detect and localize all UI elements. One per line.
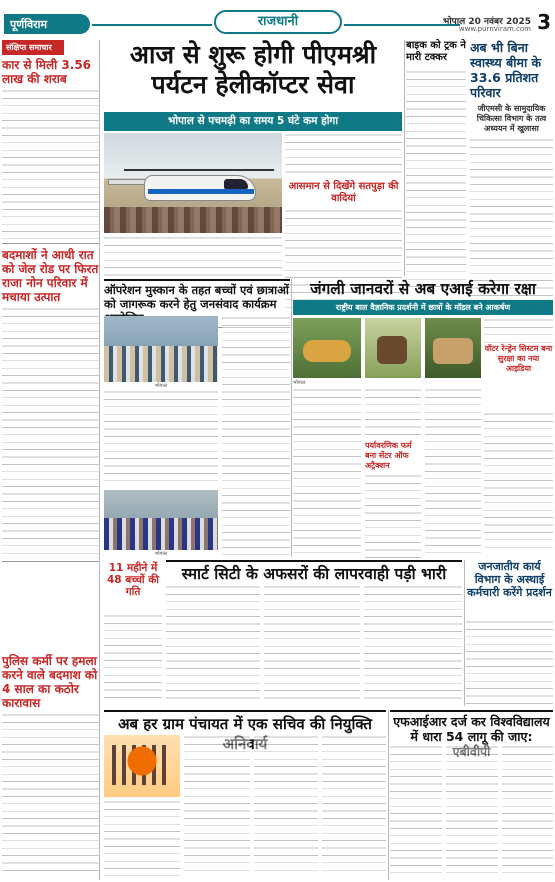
smart-city-headline: स्मार्ट सिटी के अफसरों की लापरवाही पड़ी भारी [166, 560, 462, 584]
wild-animals-headline: जंगली जानवरों से अब एआई करेगा रक्षा [310, 280, 536, 298]
children-count-text [104, 614, 162, 704]
rotor-shape [124, 169, 274, 171]
text-block [365, 388, 421, 438]
model-photo-3 [425, 318, 481, 378]
lead-side-headline: आसमान से दिखेंगे सतपुड़ा की वादियां [288, 181, 399, 204]
wild-animals-caption: भोपाल [293, 380, 306, 386]
smart-city-text-1 [166, 585, 260, 703]
left-headline-3: पुलिस कर्मी पर हमला करने वाले बदमाश को 4 साल का कठोर कारावास [2, 654, 98, 710]
group-shape [104, 346, 218, 382]
left-headline-2: बदमाशों ने आधी रात को जेल रोड पर फिरत राजा नोन परिवार में मचाया उत्पात [2, 248, 99, 304]
abvp-text-3 [502, 745, 553, 877]
wild-animals-text-2 [365, 388, 421, 564]
column-rule [388, 710, 389, 880]
animal-shape [433, 338, 473, 364]
environment-firm-headline: पर्यावरणिक फर्म बना सेंटर ऑफ अट्रैक्शन [365, 441, 412, 470]
text-block [446, 745, 498, 877]
panchayat-text-1 [104, 800, 180, 876]
left-article-1-text [2, 89, 99, 239]
smart-city-text-3 [364, 585, 462, 703]
abvp-text-2 [446, 745, 498, 877]
wild-animals-text-1 [293, 388, 361, 553]
animal-shape [303, 340, 351, 362]
text-block [484, 318, 553, 344]
operation-photo [104, 316, 218, 382]
lead-headline-line-2: पर्यटन हेलीकॉप्टर सेवा [151, 70, 355, 99]
panchayat-illustration [104, 735, 180, 797]
header-rule-left [92, 24, 212, 26]
lead-article-text [104, 236, 282, 276]
building-shape [112, 745, 172, 785]
children-count-headline: 11 महीने में 48 बच्चों की गति [106, 562, 160, 598]
text-block [466, 620, 553, 704]
wild-animals-side-text [484, 412, 553, 552]
text-block [293, 388, 361, 553]
stripe-shape [148, 189, 254, 194]
health-insurance-subheadline: जीएमसी के सामुदायिक चिकित्सा विभाग के तत्व अध्ययन में खुलासा [476, 104, 547, 133]
animal-shape [377, 336, 407, 364]
text-block [166, 585, 260, 703]
text-block [285, 133, 402, 177]
text-block [222, 316, 290, 556]
text-block [104, 800, 180, 876]
text-block [365, 474, 421, 564]
brief-news-tag: संक्षिप्त समाचार [2, 40, 64, 55]
text-block [425, 388, 481, 553]
text-block [364, 585, 462, 703]
left-article-2-text [2, 307, 99, 557]
text-block [470, 138, 553, 298]
operation-text [104, 390, 218, 482]
operation-photo-caption: भोपाल [154, 383, 168, 389]
column-rule [404, 40, 405, 276]
tribal-dept-text [466, 620, 553, 704]
operation-text-2 [222, 316, 290, 556]
text-block [184, 735, 250, 877]
text-block [104, 614, 162, 704]
panchayat-text-4 [322, 735, 386, 877]
panchayat-headline: अब हर ग्राम पंचायत में एक सचिव की नियुक्ति अनिवार्य [104, 710, 386, 754]
crowd-shape [104, 207, 282, 233]
text-block [390, 745, 442, 877]
brand-tag: पूर्णविराम [4, 14, 90, 34]
text-block [264, 585, 360, 703]
dateline: भोपाल 20 नवंबर 2025 [443, 17, 531, 27]
abvp-text-1 [390, 745, 442, 877]
text-block [104, 390, 218, 482]
page-number: 3 [537, 10, 551, 34]
left-article-3-text [2, 713, 99, 873]
helicopter-photo [104, 133, 282, 233]
lead-headline-line-1: आज से शुरू होगी पीएमश्री [129, 40, 377, 69]
wild-animals-subheadline: राष्ट्रीय बाल वैज्ञानिक प्रदर्शनी में छात्रों के मॉडल बने आकर्षण [293, 300, 553, 315]
cockpit-shape [224, 179, 248, 189]
group-shape [104, 518, 218, 550]
water-system-story [484, 318, 553, 374]
text-block [502, 745, 553, 877]
section-title: राजधानी [214, 10, 342, 34]
lead-headline [104, 40, 402, 100]
left-headline-1: कार से मिली 3.56 लाख की शराब [2, 58, 92, 86]
panchayat-text-2 [184, 735, 250, 877]
health-insurance-story [470, 40, 553, 298]
website-url: www.purnviram.com [458, 25, 531, 33]
model-photo-1 [293, 318, 361, 378]
column-rule [464, 560, 465, 706]
students-photo-caption: भोपाल [154, 551, 168, 557]
divider [2, 243, 99, 244]
text-block [254, 735, 318, 877]
bike-accident-story [406, 40, 466, 290]
model-photo-2 [365, 318, 421, 378]
abvp-headline: एफआईआर दर्ज कर विश्वविद्यालय में धारा 54 लागू की जाए: एबीवीपी [390, 710, 553, 759]
water-system-headline: वॉटर रेन्ड्रेन सिस्टम बना सुरक्षा का नया आइडिया [484, 344, 553, 373]
operation-headline: ऑपरेशन मुस्कान के तहत बच्चों एवं छात्राओं को जागरूक करने हेतु जनसंवाद कार्यक्रम [104, 283, 289, 311]
panchayat-text-3 [254, 735, 318, 877]
tribal-dept-headline: जनजातीय कार्य विभाग के अस्थाई कर्मचारी करेंगे प्रदर्शन [467, 560, 552, 599]
text-block [322, 735, 386, 877]
health-insurance-headline: अब भी बिना स्वास्थ्य बीमा के 33.6 प्रतिशत परिवार [470, 40, 542, 100]
divider [2, 561, 99, 562]
page-header [0, 0, 555, 38]
text-block [484, 412, 553, 552]
column-rule [291, 279, 292, 557]
text-block [406, 70, 466, 290]
wild-animals-text-3 [425, 388, 481, 553]
bike-accident-headline: बाइक को ट्रक ने मारी टक्कर [406, 40, 466, 63]
students-photo [104, 490, 218, 550]
lead-subheadline: भोपाल से पचमढ़ी का समय 5 घंटे कम होगा [104, 112, 402, 131]
text-block [104, 236, 282, 276]
left-column [2, 40, 100, 880]
smart-city-text-2 [264, 585, 360, 703]
